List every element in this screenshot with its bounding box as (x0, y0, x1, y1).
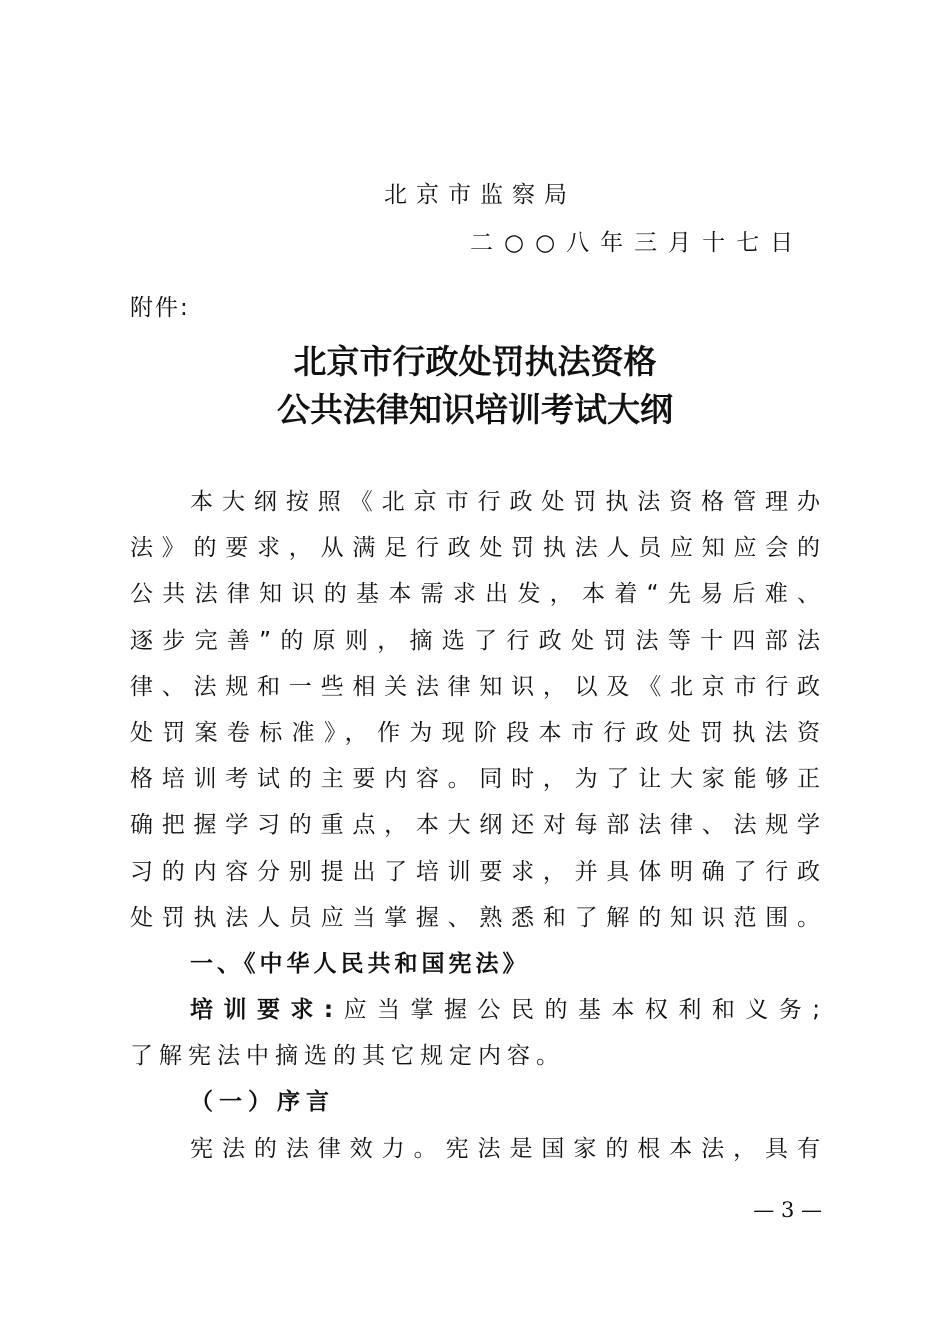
training-requirement-continuation: 了解宪法中摘选的其它规定内容。 (130, 1043, 565, 1070)
document-title-line-1: 北京市行政处罚执法资格 (293, 342, 657, 381)
intro-line: 处罚案卷标准》，作为现阶段本市行政处罚执法资 (130, 719, 820, 746)
training-requirement (130, 987, 820, 1033)
signature-date: 二○○八年三月十七日 (470, 230, 805, 256)
document-title-line-2: 公共法律知识培训考试大纲 (277, 390, 673, 429)
intro-line: 法》的要求，从满足行政处罚执法人员应知应会的 (130, 535, 820, 562)
subsection-heading: （一）序言 (190, 1089, 335, 1116)
signature-organization: 北京市监察局 (384, 182, 576, 208)
intro-line: 逐步完善”的原则，摘选了行政处罚法等十四部法 (130, 627, 820, 654)
subsection-text: 宪法的法律效力。宪法是国家的根本法，具有 (190, 1135, 820, 1162)
intro-line: 公共法律知识的基本需求出发，本着“先易后难、 (130, 581, 820, 608)
document-title (0, 338, 950, 434)
intro-line: 律、法规和一些相关法律知识，以及《北京市行政 (130, 673, 820, 700)
intro-line: 本大纲按照《北京市行政处罚执法资格管理办 (190, 489, 820, 515)
training-requirement-label: 培训要求: (190, 997, 334, 1024)
document-body (130, 479, 820, 1172)
attachment-label: 附件: (130, 295, 190, 321)
intro-line: 习的内容分别提出了培训要求，并具体明确了行政 (130, 858, 820, 885)
intro-line: 格培训考试的主要内容。同时，为了让大家能够正 (130, 766, 820, 793)
section-heading: 一、《中华人民共和国宪法》 (190, 950, 530, 977)
page-number: — 3 — (753, 1198, 822, 1222)
intro-line: 确把握学习的重点，本大纲还对每部法律、法规学 (130, 812, 820, 839)
training-requirement-text: 应当掌握公民的基本权利和义务; (333, 997, 821, 1024)
intro-line: 处罚执法人员应当掌握、熟悉和了解的知识范围。 (130, 904, 820, 931)
